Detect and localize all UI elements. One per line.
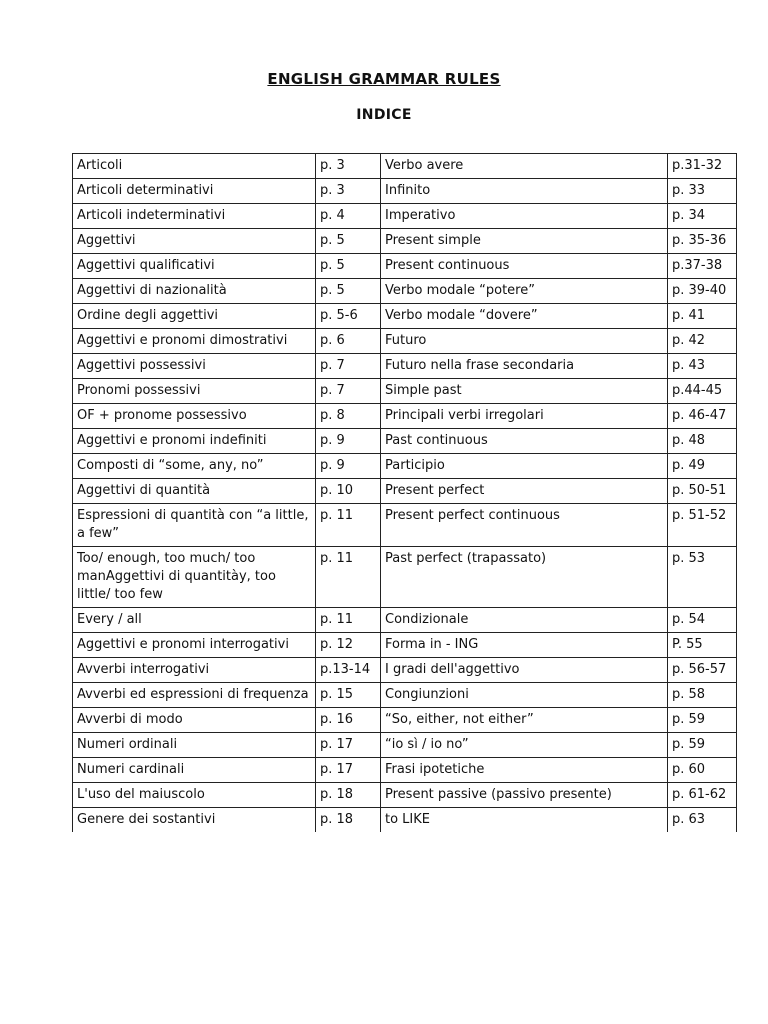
index-topic-right: I gradi dell'aggettivo (381, 658, 668, 683)
index-topic-left: Ordine degli aggettivi (73, 304, 316, 329)
index-topic-right: Verbo avere (381, 154, 668, 179)
index-page-right: p. 56-57 (668, 658, 737, 683)
index-row (73, 254, 737, 279)
index-page-left: p. 7 (316, 354, 381, 379)
index-topic-left: Articoli determinativi (73, 179, 316, 204)
index-page-left: p. 17 (316, 758, 381, 783)
index-topic-left: L'uso del maiuscolo (73, 783, 316, 808)
index-topic-right: Participio (381, 454, 668, 479)
index-page-left: p. 5-6 (316, 304, 381, 329)
index-topic-right: Past perfect (trapassato) (381, 547, 668, 608)
index-page-left: p. 3 (316, 154, 381, 179)
index-table (72, 153, 737, 832)
index-row (73, 547, 737, 608)
index-topic-left: Espressioni di quantità con “a little, a few” (73, 504, 316, 547)
index-page-right: p. 59 (668, 708, 737, 733)
index-topic-left: Numeri cardinali (73, 758, 316, 783)
index-topic-right: Futuro (381, 329, 668, 354)
index-topic-right: Simple past (381, 379, 668, 404)
index-page-left: p. 15 (316, 683, 381, 708)
index-topic-left: Every / all (73, 608, 316, 633)
index-page-left: p. 11 (316, 547, 381, 608)
index-row (73, 204, 737, 229)
index-topic-right: Condizionale (381, 608, 668, 633)
index-page-right: p. 33 (668, 179, 737, 204)
index-topic-right: Present perfect continuous (381, 504, 668, 547)
index-page-right: p. 54 (668, 608, 737, 633)
index-topic-right: Present perfect (381, 479, 668, 504)
index-page-left: p. 11 (316, 504, 381, 547)
document-subtitle: INDICE (356, 107, 412, 123)
index-topic-right: Infinito (381, 179, 668, 204)
index-page-left: p. 11 (316, 608, 381, 633)
index-topic-right: to LIKE (381, 808, 668, 833)
index-row (73, 658, 737, 683)
index-page-right: p. 59 (668, 733, 737, 758)
index-topic-right: Futuro nella frase secondaria (381, 354, 668, 379)
index-row (73, 708, 737, 733)
index-page-left: p. 7 (316, 379, 381, 404)
index-topic-left: Genere dei sostantivi (73, 808, 316, 833)
index-page-right: p. 61-62 (668, 783, 737, 808)
index-topic-left: Aggettivi qualificativi (73, 254, 316, 279)
index-page-right: p. 49 (668, 454, 737, 479)
index-topic-left: Composti di “some, any, no” (73, 454, 316, 479)
index-topic-left: Aggettivi di quantità (73, 479, 316, 504)
index-page-left: p. 18 (316, 783, 381, 808)
index-page-right: p. 53 (668, 547, 737, 608)
index-row (73, 454, 737, 479)
index-page-right: p.31-32 (668, 154, 737, 179)
index-row (73, 304, 737, 329)
index-row (73, 479, 737, 504)
index-row (73, 429, 737, 454)
index-page-right: p.44-45 (668, 379, 737, 404)
index-page-left: p. 3 (316, 179, 381, 204)
index-row (73, 783, 737, 808)
index-page-right: p. 39-40 (668, 279, 737, 304)
index-topic-left: Pronomi possessivi (73, 379, 316, 404)
index-topic-right: Congiunzioni (381, 683, 668, 708)
index-topic-left: Avverbi di modo (73, 708, 316, 733)
index-topic-right: Present continuous (381, 254, 668, 279)
index-page-left: p. 17 (316, 733, 381, 758)
index-page-right: p. 46-47 (668, 404, 737, 429)
index-page-right: p. 41 (668, 304, 737, 329)
index-row (73, 229, 737, 254)
index-page-left: p. 9 (316, 454, 381, 479)
index-topic-left: Aggettivi e pronomi interrogativi (73, 633, 316, 658)
index-row (73, 683, 737, 708)
index-row (73, 758, 737, 783)
index-topic-left: Avverbi interrogativi (73, 658, 316, 683)
index-topic-left: Aggettivi e pronomi indefiniti (73, 429, 316, 454)
index-row (73, 504, 737, 547)
index-page-right: p.37-38 (668, 254, 737, 279)
index-row (73, 154, 737, 179)
index-page-left: p. 18 (316, 808, 381, 833)
index-page-left: p. 5 (316, 229, 381, 254)
index-topic-right: Principali verbi irregolari (381, 404, 668, 429)
index-page-left: p. 4 (316, 204, 381, 229)
index-row (73, 179, 737, 204)
index-page-left: p. 9 (316, 429, 381, 454)
index-page-right: p. 35-36 (668, 229, 737, 254)
index-topic-left: Numeri ordinali (73, 733, 316, 758)
index-page-right: p. 42 (668, 329, 737, 354)
index-topic-right: Imperativo (381, 204, 668, 229)
index-topic-left: Avverbi ed espressioni di frequenza (73, 683, 316, 708)
index-page-left: p. 5 (316, 279, 381, 304)
index-table-body (73, 154, 737, 833)
index-page-right: p. 34 (668, 204, 737, 229)
index-row (73, 808, 737, 833)
index-row (73, 404, 737, 429)
index-page-left: p. 6 (316, 329, 381, 354)
index-topic-right: Present simple (381, 229, 668, 254)
index-topic-right: “io sì / io no” (381, 733, 668, 758)
index-topic-right: Forma in - ING (381, 633, 668, 658)
index-page-right: p. 60 (668, 758, 737, 783)
document-title: ENGLISH GRAMMAR RULES (267, 70, 501, 88)
index-topic-right: Past continuous (381, 429, 668, 454)
index-page-right: p. 50-51 (668, 479, 737, 504)
index-row (73, 633, 737, 658)
index-page-right: p. 51-52 (668, 504, 737, 547)
index-page-left: p. 10 (316, 479, 381, 504)
index-topic-left: Aggettivi di nazionalità (73, 279, 316, 304)
index-topic-left: Too/ enough, too much/ too manAggettivi di quantitày, too little/ too few (73, 547, 316, 608)
index-page-left: p. 16 (316, 708, 381, 733)
index-page-left: p. 5 (316, 254, 381, 279)
index-row (73, 329, 737, 354)
index-page-left: p.13-14 (316, 658, 381, 683)
index-topic-right: “So, either, not either” (381, 708, 668, 733)
index-page-right: p. 63 (668, 808, 737, 833)
index-page-left: p. 8 (316, 404, 381, 429)
index-topic-right: Verbo modale “dovere” (381, 304, 668, 329)
index-topic-left: Aggettivi e pronomi dimostrativi (73, 329, 316, 354)
index-page-left: p. 12 (316, 633, 381, 658)
index-topic-right: Frasi ipotetiche (381, 758, 668, 783)
index-topic-left: OF + pronome possessivo (73, 404, 316, 429)
index-page-right: P. 55 (668, 633, 737, 658)
index-row (73, 354, 737, 379)
index-topic-left: Aggettivi (73, 229, 316, 254)
index-topic-left: Articoli (73, 154, 316, 179)
index-page-right: p. 43 (668, 354, 737, 379)
index-row (73, 733, 737, 758)
index-row (73, 279, 737, 304)
index-topic-right: Present passive (passivo presente) (381, 783, 668, 808)
index-topic-right: Verbo modale “potere” (381, 279, 668, 304)
index-topic-left: Aggettivi possessivi (73, 354, 316, 379)
index-row (73, 608, 737, 633)
index-page-right: p. 48 (668, 429, 737, 454)
index-row (73, 379, 737, 404)
index-page-right: p. 58 (668, 683, 737, 708)
index-topic-left: Articoli indeterminativi (73, 204, 316, 229)
